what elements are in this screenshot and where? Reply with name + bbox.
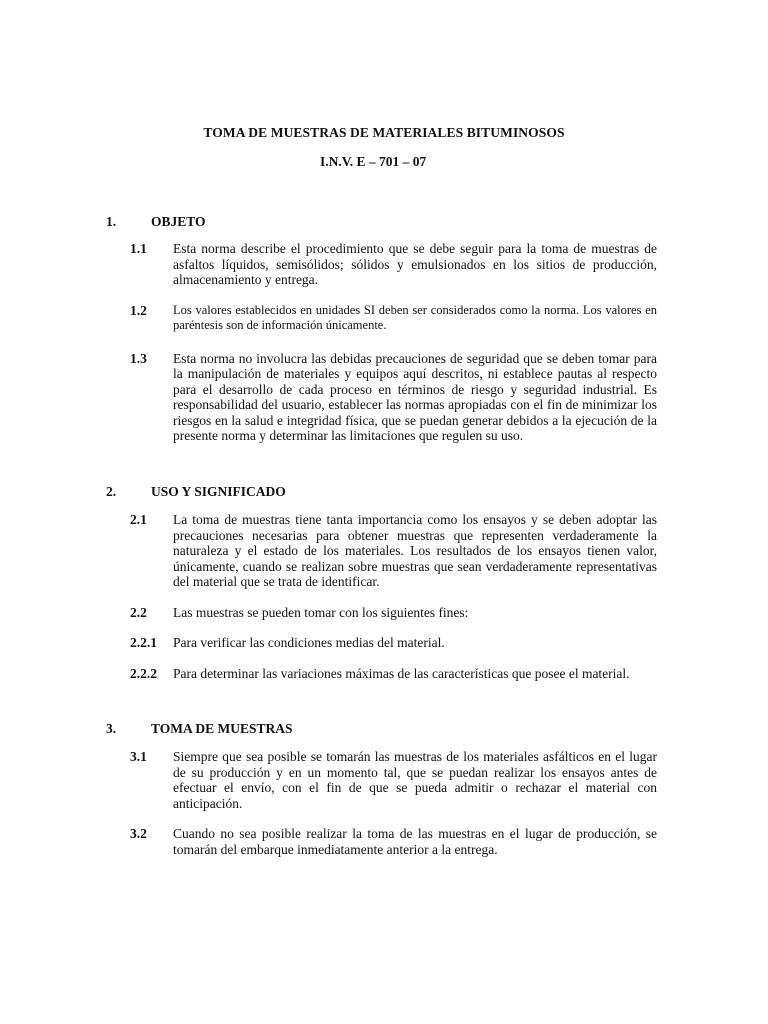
section-heading <box>0 721 768 741</box>
paragraph <box>0 605 768 621</box>
paragraph-number: 1.2 <box>130 302 147 318</box>
paragraph-number: 1.1 <box>130 241 147 256</box>
section-title: OBJETO <box>151 214 206 229</box>
paragraph-number: 2.2.2 <box>130 665 157 681</box>
paragraph <box>0 749 768 811</box>
section-uso-y-significado <box>0 484 768 681</box>
paragraph-number: 2.2.1 <box>130 635 157 650</box>
paragraph-text: Para verificar las condiciones medias del material. <box>173 635 445 650</box>
section-number: 3. <box>106 721 117 736</box>
section-title: TOMA DE MUESTRAS <box>151 721 293 736</box>
section-objeto <box>0 214 768 444</box>
paragraph <box>0 303 768 334</box>
paragraph-text: Las muestras se pueden tomar con los siguientes fines: <box>173 604 469 620</box>
section-heading <box>0 484 768 504</box>
paragraph-text: Cuando no sea posible realizar la toma de las muestras en el lugar de producción, se tomarán del embarque inmediatamente anterior a la entrega. <box>173 826 657 857</box>
paragraph-number: 2.2 <box>130 604 147 620</box>
paragraph-number: 3.1 <box>130 749 147 764</box>
paragraph <box>0 666 768 682</box>
paragraph-number: 3.2 <box>130 826 147 841</box>
paragraph-number: 1.3 <box>130 350 147 366</box>
document-title: TOMA DE MUESTRAS DE MATERIALES BITUMINOSOS <box>203 125 565 140</box>
section-title: USO Y SIGNIFICADO <box>151 484 286 499</box>
paragraph-text: Esta norma no involucra las debidas precauciones de seguridad que se deben tomar para la manipulación de materiales y equipos aquí descritos, ni establece pautas al respecto para el desarrollo de cada proceso en términos de riesgo y seguridad industrial. Es responsabilidad del usuario, establecer las normas apropiadas con el fin de minimizar los riesgos en la salud e integridad física, que se puedan generar debidos a la ejecución de la presente norma y determinar las limitaciones que regulen su uso. <box>173 350 657 443</box>
paragraph <box>0 635 768 651</box>
paragraph-text: Para determinar las variaciones máximas de las características que posee el material. <box>173 665 630 681</box>
paragraph <box>0 241 768 288</box>
paragraph <box>0 351 768 444</box>
paragraph-number: 2.1 <box>130 512 147 527</box>
paragraph-text: Los valores establecidos en unidades SI deben ser considerados como la norma. Los valores en paréntesis son de información únicamente. <box>173 302 657 332</box>
section-heading <box>0 214 768 234</box>
section-toma-de-muestras <box>0 721 768 857</box>
paragraph-text: Siempre que sea posible se tomarán las muestras de los materiales asfálticos en el lugar de su producción y en un momento tal, que se puedan realizar los ensayos antes de efectuar el envío, con el fin de que se pueda admitir o rechazar el material con anticipación. <box>173 749 657 811</box>
document-code: I.N.V. E – 701 – 07 <box>320 154 427 169</box>
paragraph-text: Esta norma describe el procedimiento que se debe seguir para la toma de muestras de asfaltos líquidos, semisólidos; sólidos y emulsionados en los sitios de producción, almacenamiento y entrega. <box>173 241 657 287</box>
section-number: 1. <box>106 214 117 229</box>
paragraph <box>0 826 768 857</box>
section-number: 2. <box>106 484 117 499</box>
paragraph <box>0 512 768 590</box>
paragraph-text: La toma de muestras tiene tanta importancia como los ensayos y se deben adoptar las precauciones necesarias para obtener muestras que representen verdaderamente la naturaleza y el estado de los materiales. Los resultados de los ensayos tienen valor, únicamente, cuando se realizan sobre muestras que sean verdaderamente representativas del material que se trata de identificar. <box>173 512 657 589</box>
